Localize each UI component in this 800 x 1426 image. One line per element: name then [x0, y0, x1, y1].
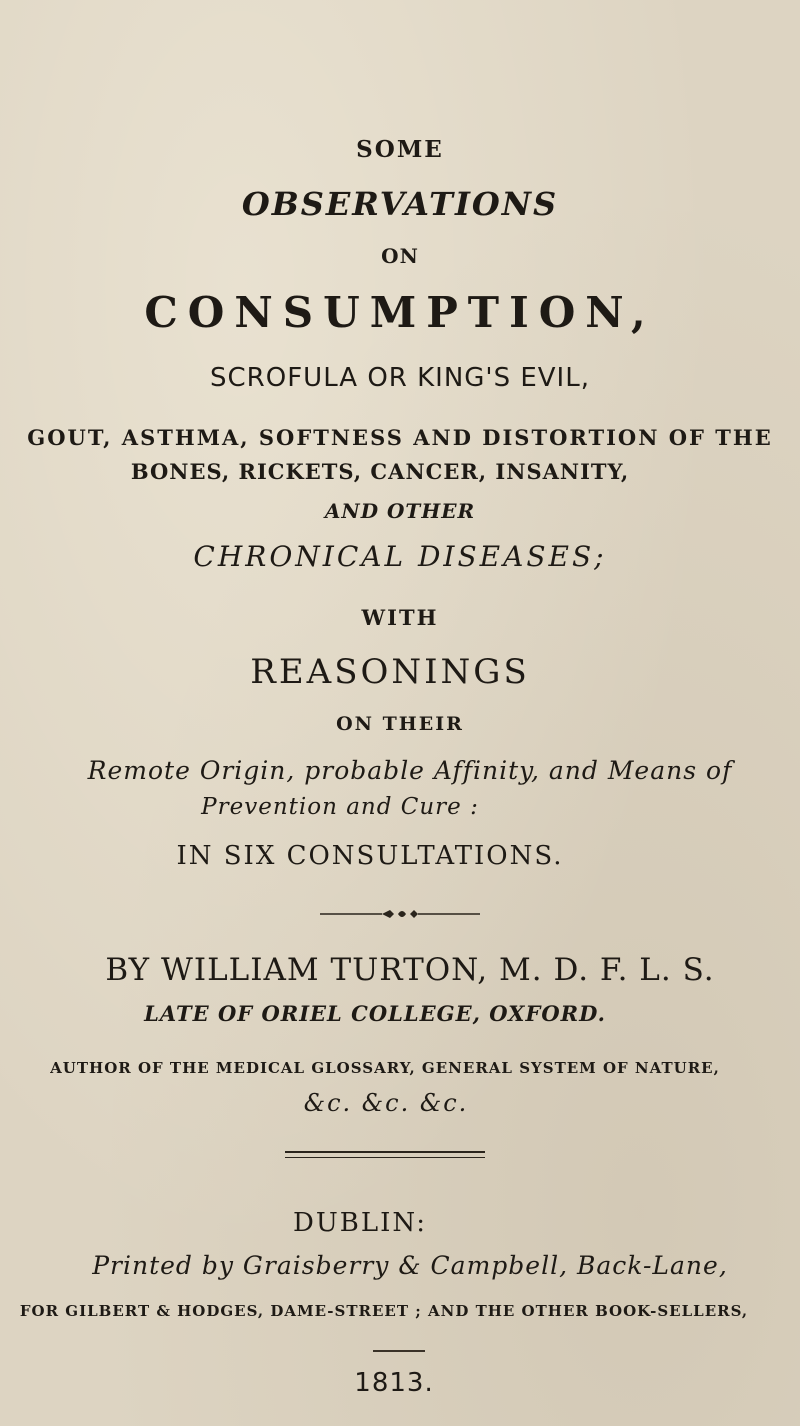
title-gout-line: GOUT, ASTHMA, SOFTNESS AND DISTORTION OF THE: [27, 425, 773, 450]
author-byline: BY WILLIAM TURTON, M. D. F. L. S.: [105, 952, 715, 988]
title-remote-origin: Remote Origin, probable Affinity, and Means of: [87, 756, 733, 785]
imprint-publisher: FOR GILBERT & HODGES, DAME-STREET ; AND THE OTHER BOOK-SELLERS,: [19, 1302, 749, 1320]
title-six-consultations: IN SIX CONSULTATIONS.: [176, 841, 564, 871]
imprint-year: 1813.: [354, 1368, 434, 1398]
short-rule: [373, 1350, 425, 1352]
title-chronical-diseases: CHRONICAL DISEASES;: [193, 540, 607, 573]
imprint-place: DUBLIN:: [293, 1208, 427, 1238]
title-scrofula: SCROFULA OR KING'S EVIL,: [210, 363, 590, 393]
title-prevention: Prevention and Cure :: [201, 794, 479, 820]
double-rule-bottom: [285, 1157, 485, 1158]
author-works: AUTHOR OF THE MEDICAL GLOSSARY, GENERAL SYSTEM OF NATURE,: [50, 1059, 720, 1077]
title-some: SOME: [356, 136, 444, 163]
title-on-their: ON THEIR: [336, 713, 464, 735]
imprint-printer: Printed by Graisberry & Campbell, Back-Lane,: [92, 1251, 728, 1280]
title-and-other: AND OTHER: [324, 499, 476, 523]
title-with: WITH: [361, 605, 439, 630]
title-consumption: CONSUMPTION,: [144, 288, 656, 337]
title-reasonings: REASONINGS: [250, 652, 530, 692]
title-bones-line: BONES, RICKETS, CANCER, INSANITY,: [130, 459, 630, 484]
title-observations: OBSERVATIONS: [241, 185, 559, 223]
ornament-divider: [320, 908, 480, 920]
title-on: ON: [381, 244, 419, 268]
author-affiliation: LATE OF ORIEL COLLEGE, OXFORD.: [144, 1001, 606, 1026]
double-rule-top: [285, 1151, 485, 1153]
author-etc: &c. &c. &c.: [303, 1089, 469, 1117]
